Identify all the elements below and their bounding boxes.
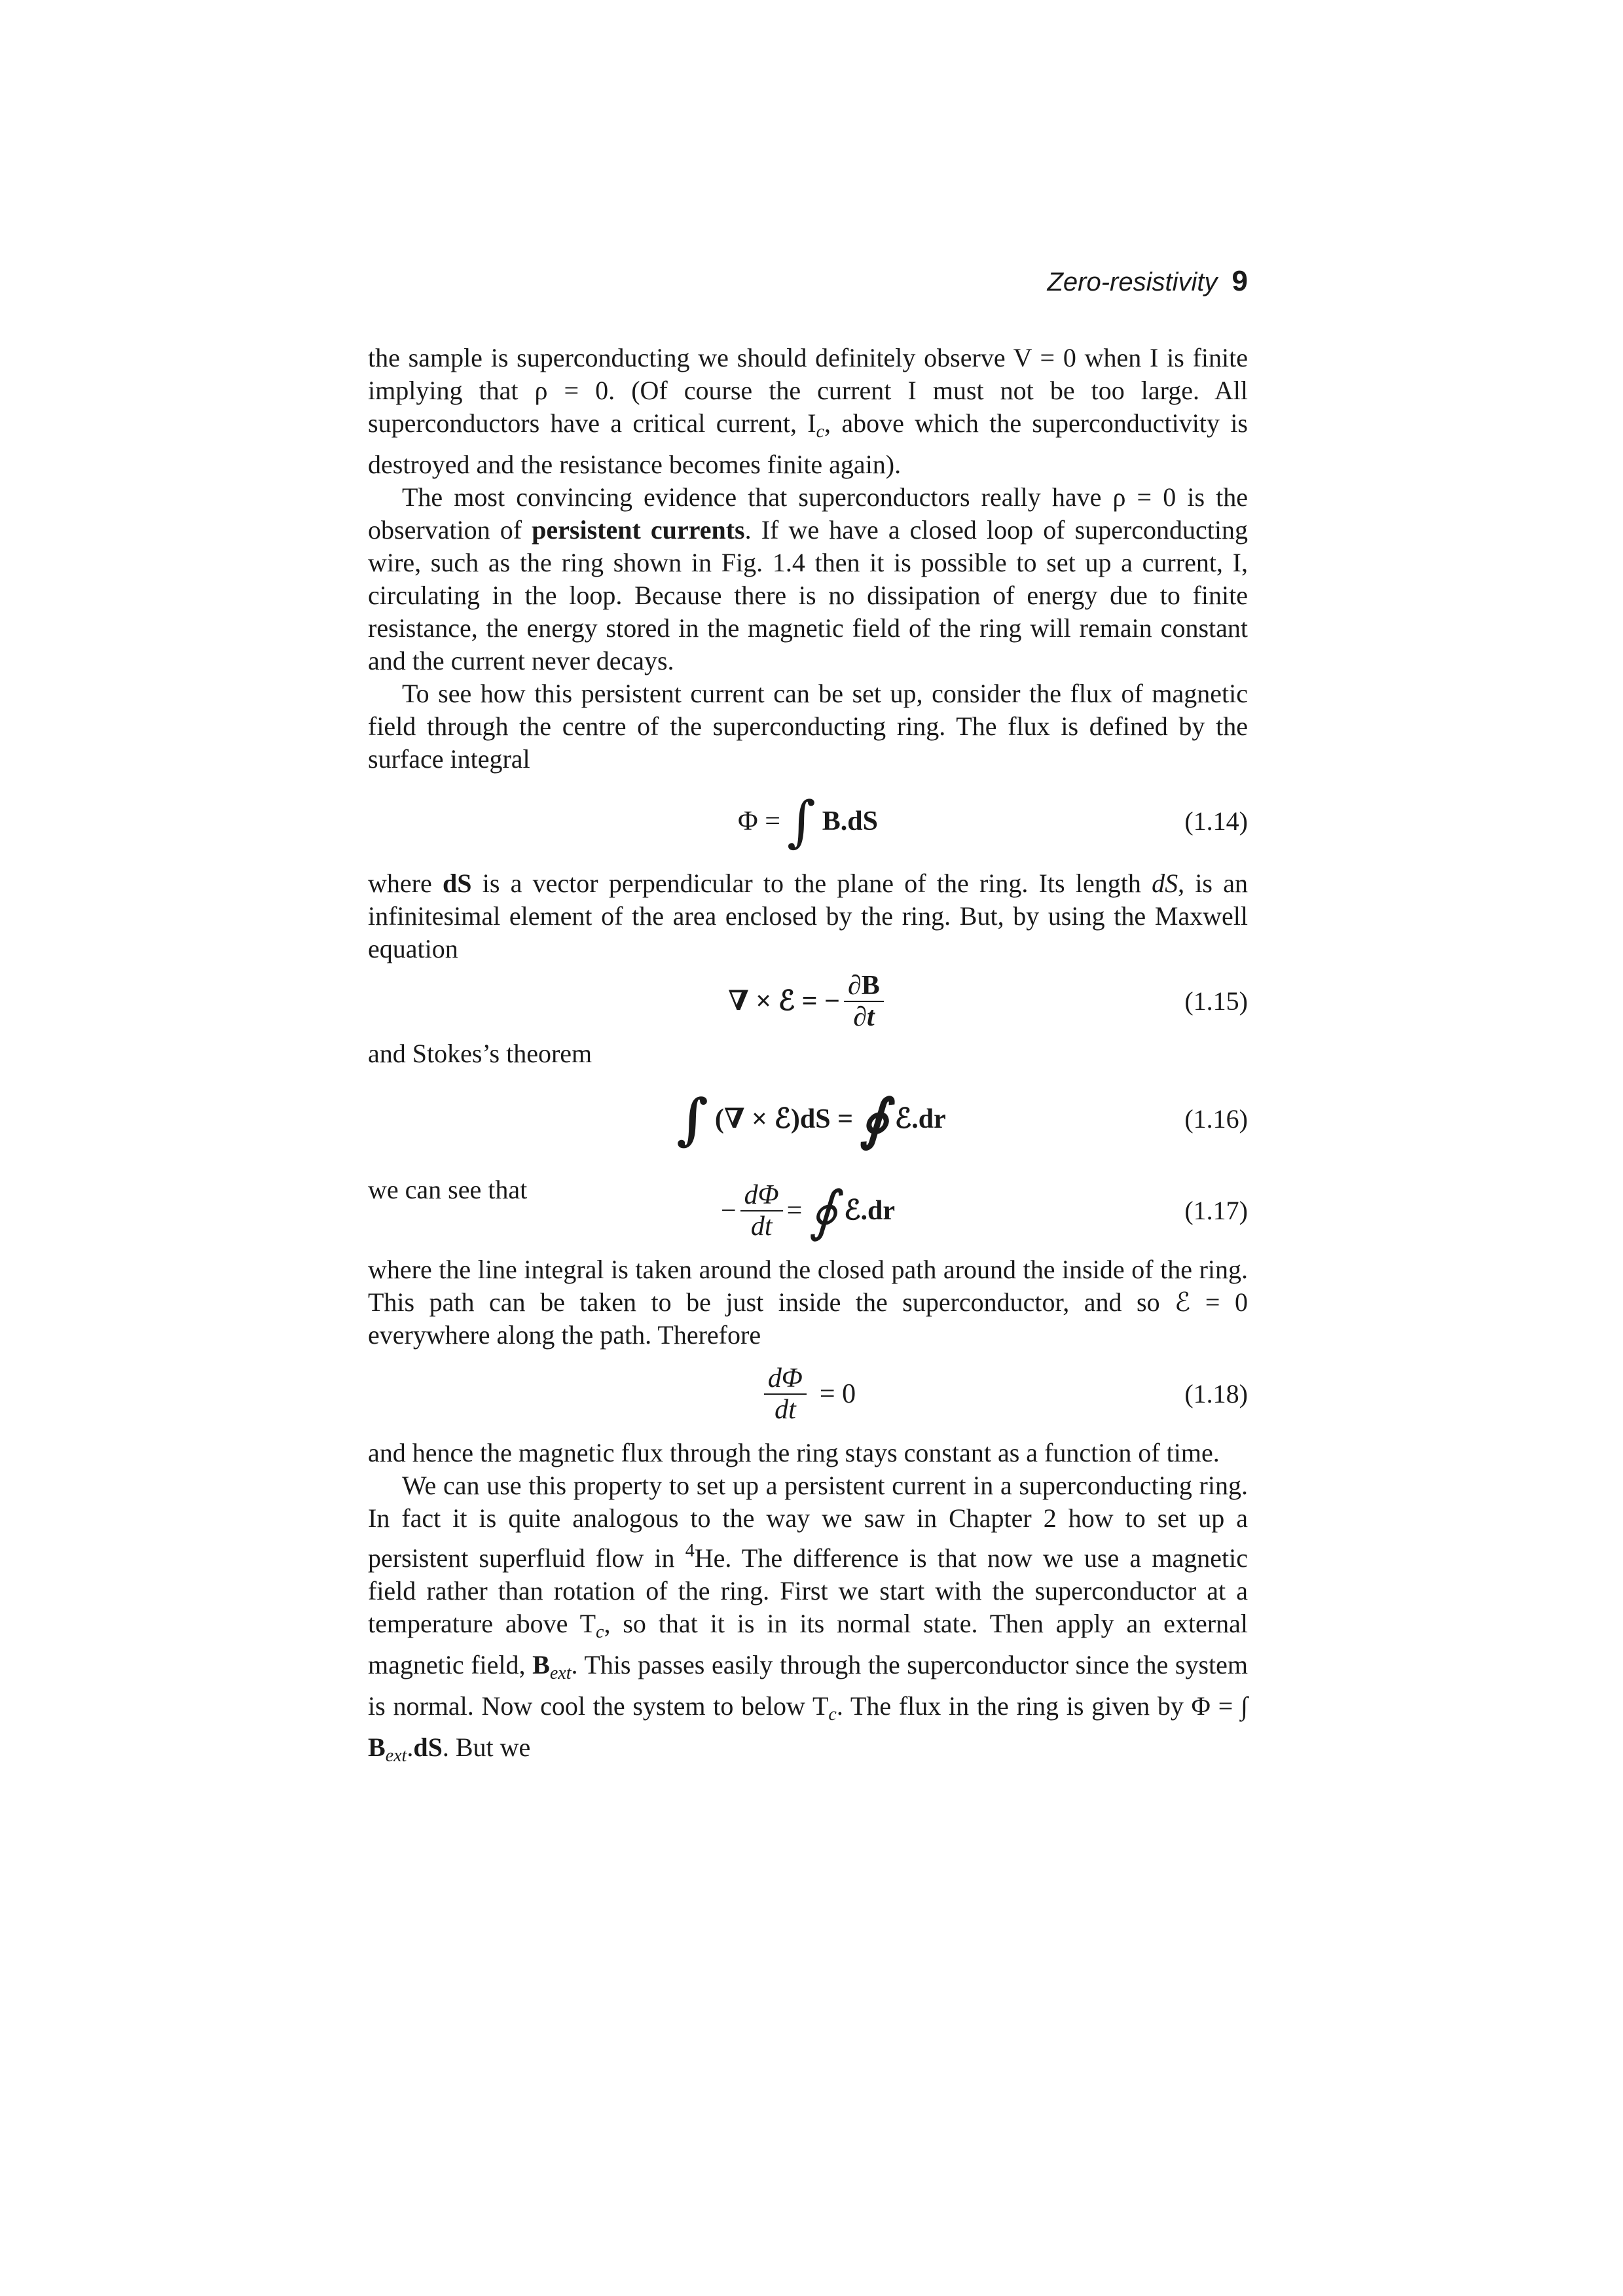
equation-1-15-expr	[728, 971, 888, 1032]
equation-1-17-expr	[721, 1180, 895, 1242]
eq17-minus: −	[720, 1196, 737, 1226]
integral-sign: ∫	[676, 1086, 708, 1151]
equation-1-16	[368, 1070, 1248, 1168]
eq17-denominator: dt	[750, 1211, 773, 1242]
eq16-lhs: (∇ × ℰ)dS =	[714, 1104, 854, 1134]
integral-sign: ∫	[786, 789, 816, 853]
eq15-lhs: ∇ × ℰ = −	[728, 986, 841, 1016]
p9-subscript-4: ext	[385, 1746, 407, 1766]
p9-bold-2: B	[368, 1732, 386, 1762]
paragraph-2	[368, 481, 1248, 677]
body-text	[368, 342, 1248, 1772]
eq18-denominator: dt	[775, 1395, 796, 1425]
equation-1-17	[368, 1168, 1248, 1253]
eq17-rhs: ℰ.dr	[844, 1196, 896, 1226]
p9-superscript: 4	[685, 1541, 695, 1561]
contour-integral-sign: ∮	[809, 1179, 838, 1243]
p4-text-b: is a vector perpendicular to the plane of the ring. Its length	[471, 869, 1152, 898]
equation-1-14-expr	[738, 789, 878, 853]
p9-bold-1: B	[532, 1650, 550, 1679]
running-header	[368, 265, 1248, 298]
equation-1-15	[368, 965, 1248, 1037]
eq15-denominator: ∂t	[853, 1002, 875, 1032]
p1-text: the sample is superconducting we should definitely observe V = 0 when I is finite implying that ρ = 0. (Of course the current I must not be too large. All superconductors have a critical current, I	[368, 343, 1248, 438]
contour-integral-sign: ∮	[860, 1086, 888, 1151]
p4-text-c: , is an infinitesimal element of the area enclosed by the ring. But, by using the Maxwell equation	[368, 869, 1248, 963]
eq18-rhs: = 0	[819, 1379, 856, 1409]
paragraph-9	[368, 1469, 1248, 1772]
p2-bold-term: persistent currents	[532, 515, 745, 545]
p9-text-d: . This passes easily through the superconductor since the system is normal. Now cool the system to below T	[368, 1650, 1249, 1721]
p6-lead-text: we can see that	[368, 1175, 528, 1204]
p2-text: The most convincing evidence that superconductors really have ρ = 0 is the observation of	[368, 482, 1248, 545]
paragraph-5: and Stokes’s theorem	[368, 1039, 593, 1068]
eq18-fraction	[764, 1363, 807, 1425]
equation-number: (1.15)	[1184, 986, 1248, 1016]
p9-subscript-1: c	[596, 1622, 604, 1642]
p9-text-c: , so that it is in its normal state. Then apply an external magnetic field,	[368, 1609, 1248, 1679]
p9-text-b: He. The difference is that now we use a magnetic field rather than rotation of the ring. First we start with the superconductor at a temperature above T	[368, 1543, 1248, 1638]
running-title: Zero-resistivity	[1047, 268, 1218, 296]
eq14-lhs: Φ =	[738, 806, 780, 836]
p9-text-e: . The flux in the ring is given by Φ = ∫	[836, 1691, 1248, 1721]
p9-bold-3: dS	[413, 1732, 443, 1762]
equation-number: (1.17)	[1184, 1196, 1248, 1225]
paragraph-4	[368, 867, 1248, 965]
equation-1-18	[368, 1352, 1248, 1437]
eq15-fraction	[844, 971, 884, 1032]
paragraph-3: To see how this persistent current can be set up, consider the flux of magnetic field through the centre of the superconducting ring. The flux is defined by the surface integral	[368, 679, 1248, 774]
equation-1-16-expr	[670, 1086, 946, 1151]
equation-number: (1.16)	[1184, 1104, 1248, 1134]
paragraph-1	[368, 342, 1248, 481]
eq18-numerator: dΦ	[764, 1363, 807, 1395]
eq16-rhs: ℰ.dr	[894, 1104, 946, 1134]
paragraph-7: where the line integral is taken around the closed path around the inside of the ring. This path can be taken to be just inside the superconductor, and so ℰ = 0 everywhere along the path. Therefore	[368, 1255, 1248, 1350]
eq17-equals: =	[786, 1196, 803, 1226]
p1-subscript: c	[816, 422, 825, 442]
p9-text: We can use this property to set up a persistent current in a superconducting ring. In fact it is quite analogous to the way we saw in Chapter 2 how to set up a persistent superfluid flow in	[368, 1471, 1248, 1573]
p4-italic: dS	[1152, 869, 1178, 898]
page-number: 9	[1231, 265, 1248, 297]
eq14-rhs: B.dS	[822, 806, 878, 836]
p2-text-end: . If we have a closed loop of superconducting wire, such as the ring shown in Fig. 1.4 then it is possible to set up a current, I, circulating in the loop. Because there is no dissipation of energy due to finite resistance, the energy stored in the magnetic field of the ring will remain constant and the current never decays.	[368, 515, 1248, 675]
p9-subscript-3: c	[828, 1704, 837, 1725]
eq17-numerator: dΦ	[740, 1180, 783, 1211]
p9-text-g: . But we	[442, 1732, 531, 1762]
equation-1-18-expr	[760, 1363, 856, 1425]
p4-bold: dS	[442, 869, 472, 898]
p4-text: where	[368, 869, 443, 898]
eq17-fraction	[740, 1180, 783, 1242]
equation-number: (1.14)	[1184, 806, 1248, 836]
p9-subscript-2: ext	[549, 1663, 572, 1683]
equation-1-14	[368, 776, 1248, 867]
paragraph-8: and hence the magnetic flux through the ring stays constant as a function of time.	[368, 1438, 1220, 1467]
p1-text-end: , above which the superconductivity is destroyed and the resistance becomes finite again).	[368, 408, 1248, 479]
p9-text-f: .	[407, 1732, 414, 1762]
eq15-numerator: ∂B	[844, 971, 884, 1002]
equation-number: (1.18)	[1184, 1379, 1248, 1408]
